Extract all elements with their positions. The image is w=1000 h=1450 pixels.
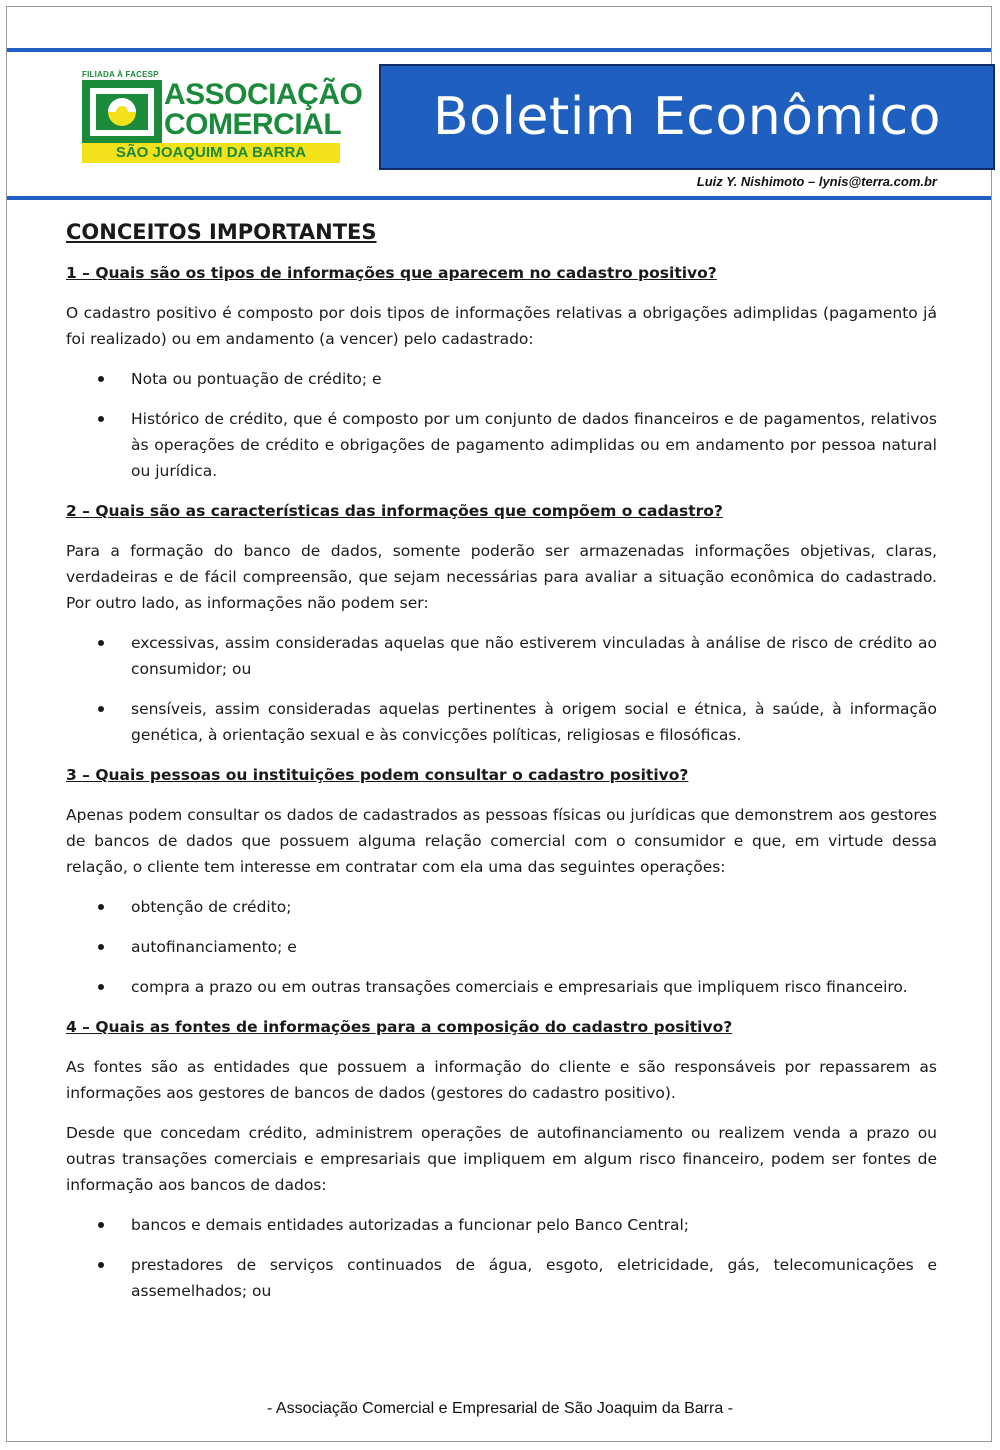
question-3-heading: 3 – Quais pessoas ou instituições podem consultar o cadastro positivo? (66, 766, 689, 784)
bulletin-title: Boletim Econômico (433, 87, 941, 147)
question-4-list (66, 1212, 937, 1304)
list-item-text: compra a prazo ou em outras transações comerciais e empresariais que impliquem risco financeiro. (131, 978, 908, 996)
bullet-icon (98, 944, 104, 950)
list-item-text: sensíveis, assim consideradas aquelas pertinentes à origem social e étnica, à saúde, à informação genética, à orientação sexual e às convicções políticas, religiosas e filosóficas. (131, 700, 937, 744)
header-top-rule (7, 48, 991, 52)
list-item (66, 630, 937, 682)
list-item (66, 1212, 937, 1238)
question-1-list (66, 366, 937, 484)
list-item (66, 696, 937, 748)
bullet-icon (98, 640, 104, 646)
bullet-icon (98, 1262, 104, 1268)
list-item-text: excessivas, assim consideradas aquelas que não estiverem vinculadas à análise de risco de crédito ao consumidor; ou (131, 634, 937, 678)
association-logo (82, 70, 363, 165)
question-4-paragraph-1: As fontes são as entidades que possuem a informação do cliente e são responsáveis por repassarem as informações aos gestores de bancos de dados (gestores do cadastro positivo). (66, 1058, 937, 1102)
question-2-heading: 2 – Quais são as características das informações que compõem o cadastro? (66, 502, 723, 520)
bullet-icon (98, 1222, 104, 1228)
header-bottom-rule (7, 196, 991, 200)
list-item-text: autofinanciamento; e (131, 938, 297, 956)
logo-title-line1: ASSOCIAÇÃO (164, 78, 363, 111)
list-item-text: prestadores de serviços continuados de água, esgoto, eletricidade, gás, telecomunicações e assemelhados; ou (131, 1256, 937, 1300)
list-item (66, 934, 937, 960)
author-credit: Luiz Y. Nishimoto – lynis@terra.com.br (696, 174, 937, 189)
document-body (66, 218, 937, 1318)
bullet-icon (98, 706, 104, 712)
list-item-text: Nota ou pontuação de crédito; e (131, 370, 382, 388)
question-4-paragraph-2: Desde que concedam crédito, administrem operações de autofinanciamento ou realizem venda a prazo ou outras transações comerciais e empresariais que impliquem em algum risco financeiro, podem ser fontes de informação aos bancos de dados: (66, 1124, 937, 1194)
bullet-icon (98, 904, 104, 910)
list-item (66, 406, 937, 484)
question-2-paragraph: Para a formação do banco de dados, somente poderão ser armazenadas informações objetivas, claras, verdadeiras e de fácil compreensão, que sejam necessárias para avaliar a situação econômica do cadastrado. Por outro lado, as informações não podem ser: (66, 542, 937, 612)
logo-city-band: SÃO JOAQUIM DA BARRA (82, 143, 340, 163)
list-item-text: bancos e demais entidades autorizadas a funcionar pelo Banco Central; (131, 1216, 690, 1234)
list-item-text: Histórico de crédito, que é composto por um conjunto de dados financeiros e de pagamentos, relativos às operações de crédito e obrigações de pagamento adimplidas ou em andamento por pessoa natural ou jurídica. (131, 410, 937, 480)
list-item (66, 894, 937, 920)
list-item (66, 366, 937, 392)
list-item (66, 974, 937, 1000)
logo-filiada-text: FILIADA À FACESP (82, 70, 159, 79)
question-4-heading: 4 – Quais as fontes de informações para a composição do cadastro positivo? (66, 1018, 733, 1036)
question-1-paragraph: O cadastro positivo é composto por dois tipos de informações relativas a obrigações adimplidas (pagamento já foi realizado) ou em andamento (a vencer) pelo cadastrado: (66, 304, 937, 348)
question-2-list (66, 630, 937, 748)
logo-title-line2: COMERCIAL (164, 108, 342, 141)
question-1-heading: 1 – Quais são os tipos de informações que aparecem no cadastro positivo? (66, 264, 717, 282)
list-item-text: obtenção de crédito; (131, 898, 292, 916)
bullet-icon (98, 416, 104, 422)
section-title: CONCEITOS IMPORTANTES (66, 220, 377, 244)
page-footer: - Associação Comercial e Empresarial de São Joaquim da Barra - (267, 1400, 733, 1417)
question-3-list (66, 894, 937, 1000)
bulletin-title-box (379, 64, 995, 170)
question-3-paragraph: Apenas podem consultar os dados de cadastrados as pessoas físicas ou jurídicas que demonstrem aos gestores de bancos de dados que possuem alguma relação comercial com o consumidor e que, em virtude dessa relação, o cliente tem interesse em contratar com ela uma das seguintes operações: (66, 806, 937, 876)
bullet-icon (98, 984, 104, 990)
logo-emblem-icon (82, 80, 162, 144)
bullet-icon (98, 376, 104, 382)
list-item (66, 1252, 937, 1304)
